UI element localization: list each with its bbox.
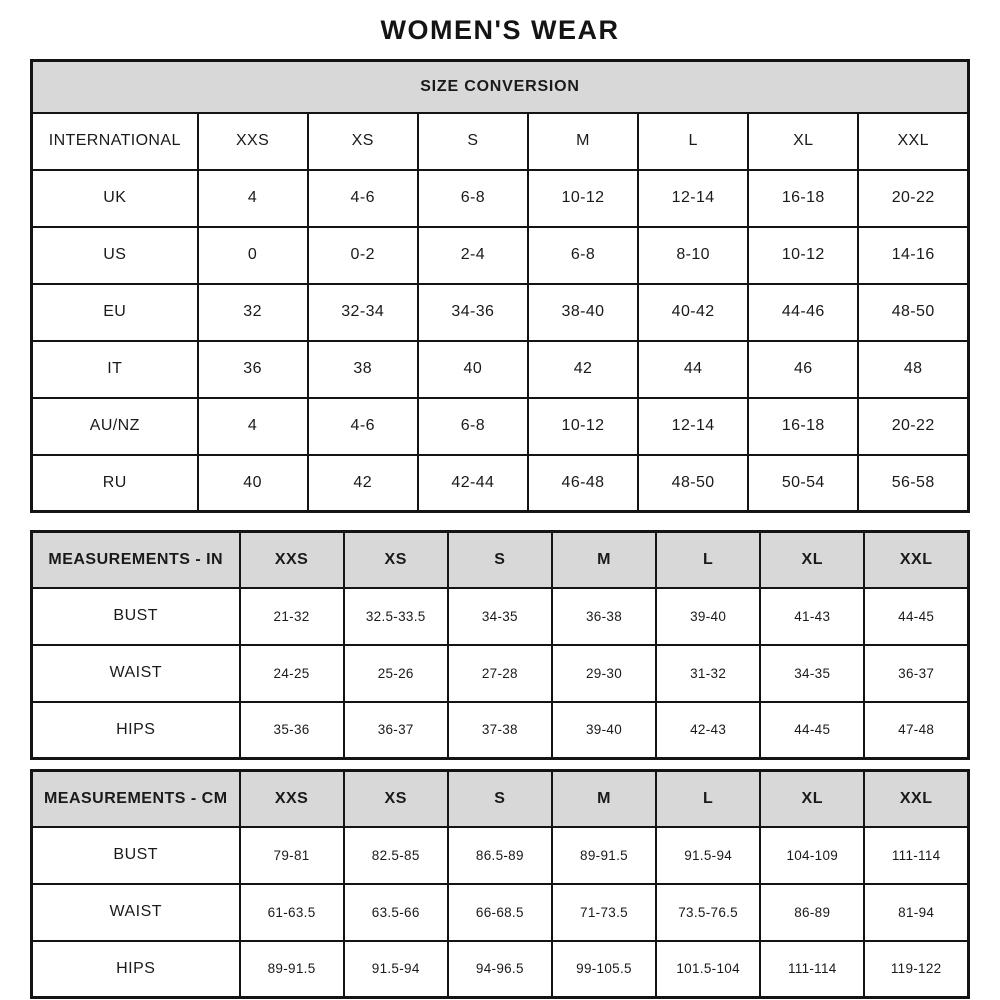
size-value-cell: 6-8 xyxy=(418,398,528,455)
size-column-header: XXL xyxy=(864,532,968,588)
size-column-header: XXS xyxy=(240,771,344,827)
row-label: WAIST xyxy=(32,884,240,941)
size-value-cell: 37-38 xyxy=(448,702,552,759)
size-column-header: XS xyxy=(308,113,418,170)
size-conversion-table xyxy=(30,59,970,513)
size-value-cell: 56-58 xyxy=(858,455,968,512)
size-value-cell: 63.5-66 xyxy=(344,884,448,941)
size-value-cell: 6-8 xyxy=(418,170,528,227)
measurements-cm-table xyxy=(30,769,970,999)
row-label: HIPS xyxy=(32,941,240,998)
row-label: WAIST xyxy=(32,645,240,702)
size-column-header: XS xyxy=(344,771,448,827)
size-value-cell: 16-18 xyxy=(748,398,858,455)
size-column-header: XXL xyxy=(858,113,968,170)
size-value-cell: 81-94 xyxy=(864,884,968,941)
table-caption: SIZE CONVERSION xyxy=(32,61,969,113)
size-value-cell: 0-2 xyxy=(308,227,418,284)
size-value-cell: 42 xyxy=(528,341,638,398)
table-gap xyxy=(30,513,970,521)
table-row xyxy=(32,398,969,455)
size-value-cell: 91.5-94 xyxy=(344,941,448,998)
size-value-cell: 4-6 xyxy=(308,170,418,227)
row-label: AU/NZ xyxy=(32,398,198,455)
size-column-header: M xyxy=(552,532,656,588)
size-value-cell: 35-36 xyxy=(240,702,344,759)
size-value-cell: 31-32 xyxy=(656,645,760,702)
size-value-cell: 32.5-33.5 xyxy=(344,588,448,645)
size-column-header: XXL xyxy=(864,771,968,827)
size-value-cell: 2-4 xyxy=(418,227,528,284)
size-column-header: S xyxy=(448,532,552,588)
size-value-cell: 27-28 xyxy=(448,645,552,702)
size-value-cell: 40 xyxy=(198,455,308,512)
table-row xyxy=(32,341,969,398)
size-value-cell: 82.5-85 xyxy=(344,827,448,884)
size-value-cell: 16-18 xyxy=(748,170,858,227)
size-value-cell: 48-50 xyxy=(638,455,748,512)
size-value-cell: 8-10 xyxy=(638,227,748,284)
size-value-cell: 48 xyxy=(858,341,968,398)
table-row xyxy=(32,170,969,227)
size-column-header: S xyxy=(448,771,552,827)
size-value-cell: 0 xyxy=(198,227,308,284)
row-label: IT xyxy=(32,341,198,398)
size-value-cell: 42 xyxy=(308,455,418,512)
size-value-cell: 73.5-76.5 xyxy=(656,884,760,941)
table-row xyxy=(32,455,969,512)
size-value-cell: 12-14 xyxy=(638,398,748,455)
size-value-cell: 40 xyxy=(418,341,528,398)
size-value-cell: 38 xyxy=(308,341,418,398)
size-value-cell: 119-122 xyxy=(864,941,968,998)
size-column-header: M xyxy=(528,113,638,170)
size-value-cell: 4-6 xyxy=(308,398,418,455)
size-value-cell: 36-38 xyxy=(552,588,656,645)
size-value-cell: 94-96.5 xyxy=(448,941,552,998)
size-value-cell: 111-114 xyxy=(864,827,968,884)
size-column-header: S xyxy=(418,113,528,170)
column-header-row xyxy=(32,532,969,588)
size-column-header: XL xyxy=(760,532,864,588)
table-caption-row xyxy=(32,61,969,113)
size-column-header: XL xyxy=(748,113,858,170)
table-row xyxy=(32,645,969,702)
table-title-cell: INTERNATIONAL xyxy=(32,113,198,170)
size-value-cell: 44-45 xyxy=(760,702,864,759)
size-value-cell: 38-40 xyxy=(528,284,638,341)
size-value-cell: 10-12 xyxy=(528,398,638,455)
size-column-header: XXS xyxy=(240,532,344,588)
table-row xyxy=(32,588,969,645)
size-value-cell: 41-43 xyxy=(760,588,864,645)
size-value-cell: 34-36 xyxy=(418,284,528,341)
size-value-cell: 66-68.5 xyxy=(448,884,552,941)
size-value-cell: 6-8 xyxy=(528,227,638,284)
size-value-cell: 29-30 xyxy=(552,645,656,702)
table-title-cell: MEASUREMENTS - CM xyxy=(32,771,240,827)
table-row xyxy=(32,941,969,998)
size-value-cell: 39-40 xyxy=(552,702,656,759)
size-value-cell: 25-26 xyxy=(344,645,448,702)
size-value-cell: 34-35 xyxy=(760,645,864,702)
page-title: WOMEN'S WEAR xyxy=(380,15,620,45)
size-column-header: L xyxy=(656,532,760,588)
size-value-cell: 44-45 xyxy=(864,588,968,645)
size-value-cell: 79-81 xyxy=(240,827,344,884)
size-value-cell: 36-37 xyxy=(864,645,968,702)
size-value-cell: 86-89 xyxy=(760,884,864,941)
table-row xyxy=(32,702,969,759)
size-value-cell: 10-12 xyxy=(748,227,858,284)
size-value-cell: 89-91.5 xyxy=(240,941,344,998)
size-value-cell: 46 xyxy=(748,341,858,398)
size-value-cell: 44-46 xyxy=(748,284,858,341)
size-value-cell: 91.5-94 xyxy=(656,827,760,884)
table-row xyxy=(32,284,969,341)
size-value-cell: 20-22 xyxy=(858,170,968,227)
size-column-header: L xyxy=(656,771,760,827)
size-column-header: XS xyxy=(344,532,448,588)
column-header-row xyxy=(32,771,969,827)
size-value-cell: 32 xyxy=(198,284,308,341)
size-value-cell: 71-73.5 xyxy=(552,884,656,941)
table-title-cell: MEASUREMENTS - IN xyxy=(32,532,240,588)
size-value-cell: 34-35 xyxy=(448,588,552,645)
size-value-cell: 50-54 xyxy=(748,455,858,512)
row-label: BUST xyxy=(32,588,240,645)
row-label: RU xyxy=(32,455,198,512)
row-label: HIPS xyxy=(32,702,240,759)
size-value-cell: 21-32 xyxy=(240,588,344,645)
size-value-cell: 36 xyxy=(198,341,308,398)
size-value-cell: 32-34 xyxy=(308,284,418,341)
size-value-cell: 47-48 xyxy=(864,702,968,759)
size-value-cell: 20-22 xyxy=(858,398,968,455)
size-value-cell: 4 xyxy=(198,398,308,455)
size-value-cell: 111-114 xyxy=(760,941,864,998)
table-row xyxy=(32,227,969,284)
row-label: US xyxy=(32,227,198,284)
size-value-cell: 14-16 xyxy=(858,227,968,284)
size-value-cell: 40-42 xyxy=(638,284,748,341)
size-value-cell: 4 xyxy=(198,170,308,227)
size-value-cell: 61-63.5 xyxy=(240,884,344,941)
size-value-cell: 99-105.5 xyxy=(552,941,656,998)
size-value-cell: 44 xyxy=(638,341,748,398)
size-value-cell: 12-14 xyxy=(638,170,748,227)
size-value-cell: 89-91.5 xyxy=(552,827,656,884)
row-label: BUST xyxy=(32,827,240,884)
size-value-cell: 42-43 xyxy=(656,702,760,759)
size-value-cell: 24-25 xyxy=(240,645,344,702)
size-value-cell: 39-40 xyxy=(656,588,760,645)
size-column-header: M xyxy=(552,771,656,827)
row-label: UK xyxy=(32,170,198,227)
size-value-cell: 104-109 xyxy=(760,827,864,884)
size-value-cell: 10-12 xyxy=(528,170,638,227)
table-row xyxy=(32,827,969,884)
size-column-header: XL xyxy=(760,771,864,827)
column-header-row xyxy=(32,113,969,170)
size-value-cell: 42-44 xyxy=(418,455,528,512)
size-column-header: L xyxy=(638,113,748,170)
table-row xyxy=(32,884,969,941)
size-value-cell: 46-48 xyxy=(528,455,638,512)
size-value-cell: 101.5-104 xyxy=(656,941,760,998)
size-value-cell: 86.5-89 xyxy=(448,827,552,884)
measurements-in-table xyxy=(30,530,970,760)
size-value-cell: 36-37 xyxy=(344,702,448,759)
size-value-cell: 48-50 xyxy=(858,284,968,341)
row-label: EU xyxy=(32,284,198,341)
size-column-header: XXS xyxy=(198,113,308,170)
